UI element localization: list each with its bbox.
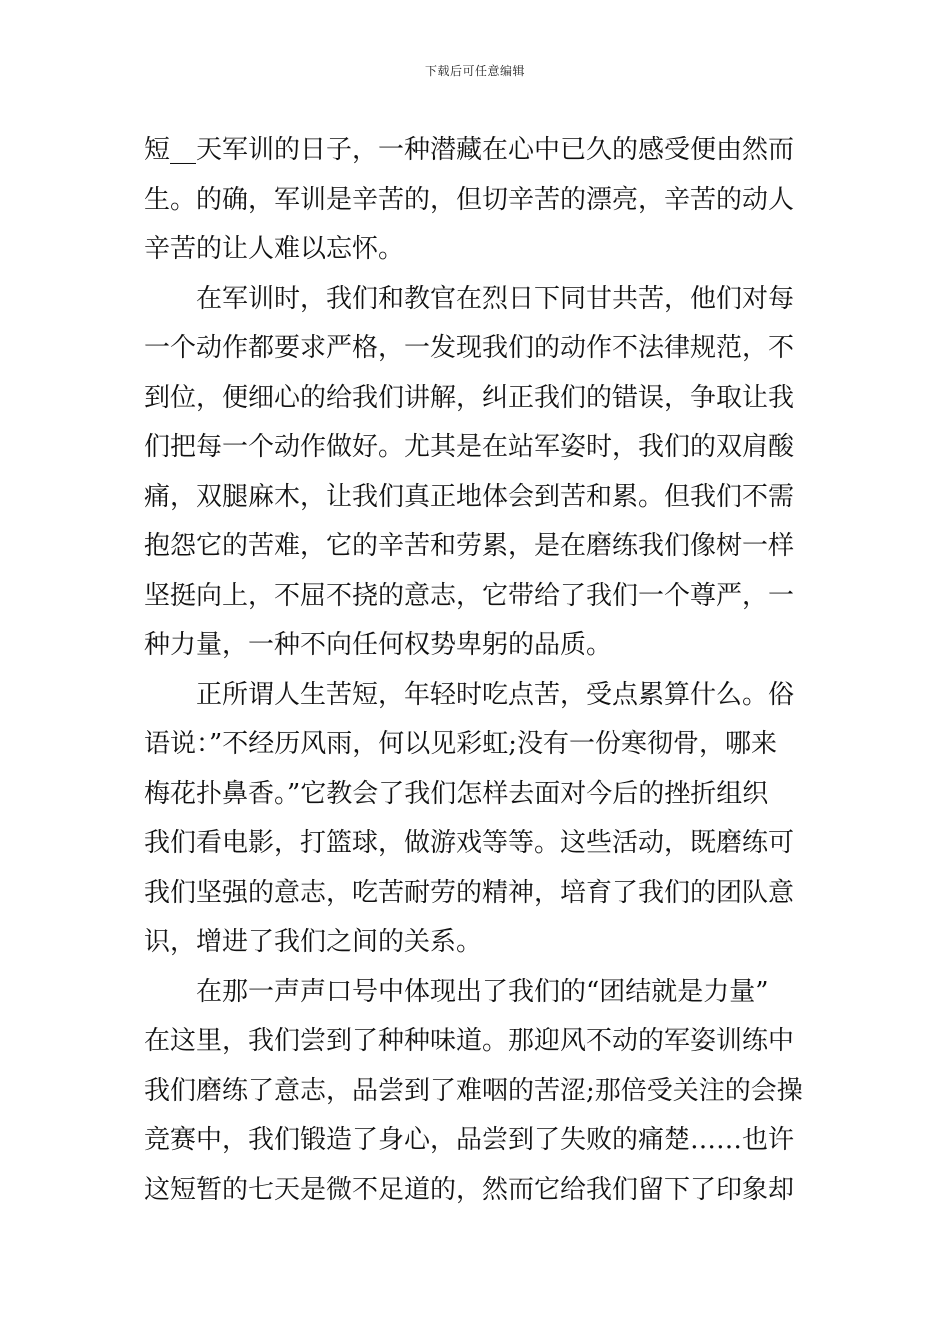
text-line: 我们坚强的意志，吃苦耐劳的精神，培育了我们的团队意	[144, 877, 795, 908]
text-line: 梅花扑鼻香。”它教会了我们怎样去面对今后的挫折组织	[144, 778, 769, 809]
paragraph-2	[144, 275, 808, 671]
text-line: 到位，便细心的给我们讲解，纠正我们的错误，争取让我	[144, 382, 795, 413]
text-line: 这短暂的七天是微不足道的，然而它给我们留下了印象却	[144, 1174, 795, 1205]
text-line: 识，增进了我们之间的关系。	[144, 927, 483, 957]
text-line: 短__天军训的日子，一种潜藏在心中已久的感受便由然而	[144, 135, 795, 165]
text-line: 辛苦的让人难以忘怀。	[144, 234, 405, 264]
text-line: 们把每一个动作做好。尤其是在站军姿时，我们的双肩酸	[144, 432, 795, 462]
text-line: 正所谓人生苦短，年轻时吃点苦，受点累算什么。俗	[196, 679, 795, 710]
text-line: 一个动作都要求严格，一发现我们的动作不法律规范，不	[144, 333, 795, 363]
text-line: 在军训时，我们和教官在烈日下同甘共苦，他们对每	[196, 283, 795, 314]
text-line: 种力量，一种不向任何权势卑躬的品质。	[144, 630, 613, 660]
text-line: 坚挺向上，不屈不挠的意志，它带给了我们一个尊严，一	[144, 580, 795, 611]
document-body	[144, 126, 808, 1215]
text-line: 生。的确，军训是辛苦的，但切辛苦的漂亮，辛苦的动人	[144, 184, 795, 215]
text-line: 竞赛中，我们锻造了身心，品尝到了失败的痛楚……也许	[144, 1125, 795, 1155]
paragraph-1	[144, 126, 808, 275]
text-line: 在那一声声口号中体现出了我们的“团结就是力量”	[196, 976, 769, 1007]
text-line: 痛，双腿麻木，让我们真正地体会到苦和累。但我们不需	[144, 481, 795, 512]
text-line: 抱怨它的苦难，它的辛苦和劳累，是在磨练我们像树一样	[144, 531, 795, 561]
text-line: 语说：”不经历风雨，何以见彩虹;没有一份寒彻骨，哪来	[144, 729, 778, 759]
text-line: 在这里，我们尝到了种种味道。那迎风不动的军姿训练中	[144, 1026, 795, 1056]
text-line: 我们看电影，打篮球，做游戏等等。这些活动，既磨练可	[144, 828, 795, 858]
paragraph-3	[144, 671, 808, 968]
text-line: 我们磨练了意志，品尝到了难咽的苦涩;那倍受关注的会操	[144, 1075, 803, 1106]
paragraph-4	[144, 968, 808, 1216]
page-header: 下载后可任意编辑	[424, 64, 525, 78]
